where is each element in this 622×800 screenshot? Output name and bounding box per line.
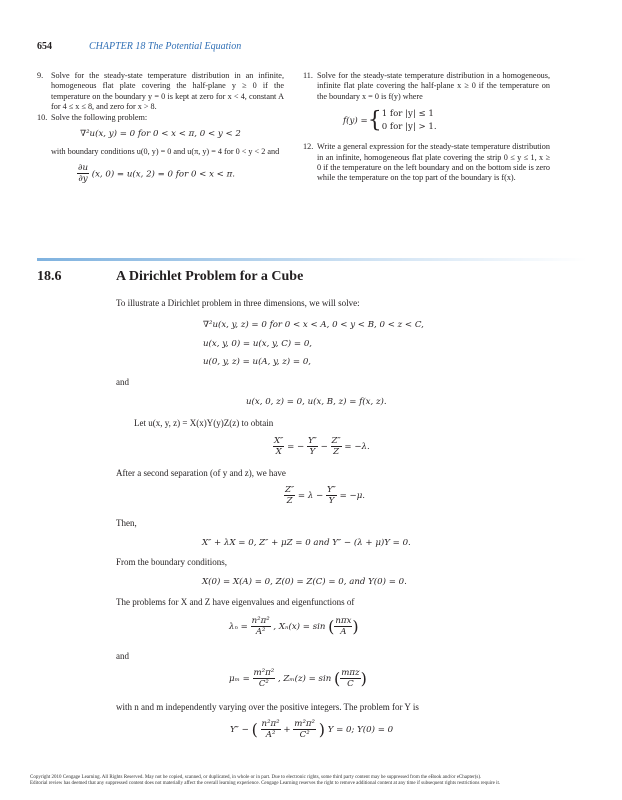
exercise-10-continued: [37, 147, 284, 157]
equation-separation-1: $\frac{X''}{X}$ = − $\frac{Y''}{Y}$ − $\frac{Z''}{Z}$ = −λ.: [274, 436, 370, 457]
exercise-text: Solve the following problem:: [51, 112, 148, 122]
equation-bc-y: u(x, 0, z) = 0, u(x, B, z) = f(x, z).: [246, 397, 387, 407]
equation-laplace: ∇²u(x, y, z) = 0 for 0 < x < A, 0 < y < B, 0 < z < C,: [203, 320, 424, 330]
copyright-line-1: Copyright 2010 Cengage Learning. All Rights Reserved. May not be copied, scanned, or duplicated, in whole or in part. Due to electronic rights, some third party content may be suppressed from the eBook and/or eChapter(s).: [30, 775, 482, 780]
exercise-number: 11.: [303, 71, 313, 80]
exercise-column-left: [37, 71, 284, 185]
exercise-column-right: [303, 71, 550, 184]
exercise-number: 9.: [37, 71, 44, 80]
equation-separation-2: $\frac{Z''}{Z}$ = λ − $\frac{Y''}{Y}$ = −μ.: [285, 485, 366, 506]
left-brace-icon: {: [367, 108, 382, 134]
equation-y-problem: Y″ − ( $\frac{\text{n²π²}}{\text{A²}}$ + $\frac{\text{m²π²}}{\text{C²}}$ ) Y = 0; Y(0) = 0: [230, 719, 394, 740]
section-number: 18.6: [37, 269, 62, 284]
section-divider: [37, 258, 587, 261]
separation-text-2: After a second separation (of y and z), we have: [116, 468, 286, 478]
eigen-text: The problems for X and Z have eigenvalues and eigenfunctions of: [116, 597, 355, 607]
separation-text: Let u(x, y, z) = X(x)Y(y)Z(z) to obtain: [134, 418, 274, 428]
exercise-12: [303, 142, 550, 184]
chapter-title: CHAPTER 18 The Potential Equation: [89, 41, 242, 52]
equation-eigen-x: λₙ = $\frac{\text{n²π²}}{\text{A²}}$ , Xₙ(x) = sin ( $\frac{\text{nπx}}{A}$ ): [229, 616, 359, 637]
copyright-footer: [30, 775, 595, 787]
equation-bc-z: u(x, y, 0) = u(x, y, C) = 0,: [203, 339, 313, 349]
exercise-number: 12.: [303, 142, 314, 152]
equation-eigen-z: μₘ = $\frac{\text{m²π²}}{\text{C²}}$ , Zₘ(z) = sin ( $\frac{\text{mπz}}{C}$ ): [229, 668, 367, 689]
connector-text: and: [116, 377, 129, 387]
exercise-text: Write a general expression for the steady-state temperature distribution in an infinite, homogeneous flat plate covering the strip 0 ≤ y ≤ 1, x ≥ 0 if the temperature on the left boundary and on the bottom side is zero while the temperature on the top part of the boundary is f(x).: [317, 142, 550, 183]
exercise-equation: $\frac{\partial u}{\partial y}$ (x, 0) = u(x, 2) = 0 for 0 < x < π.: [78, 162, 235, 185]
equation-odes: X″ + λX = 0, Z″ + μZ = 0 and Y″ − (λ + μ)Y = 0.: [202, 538, 411, 548]
copyright-line-2: Editorial review has deemed that any suppressed content does not materially affect the overall learning experience. Cengage Learning reserves the right to remove additional content at any time if subsequent rights restrictions require it.: [30, 781, 501, 786]
exercise-equation: ∇²u(x, y) = 0 for 0 < x < π, 0 < y < 2: [80, 129, 241, 140]
exercise-text: with boundary conditions u(0, y) = 0 and u(π, y) = 4 for 0 < y < 2 and: [51, 147, 280, 157]
exercise-9: [37, 71, 284, 113]
connector-text-2: and: [116, 651, 129, 661]
boundary-text: From the boundary conditions,: [116, 557, 227, 567]
equation-boundary: X(0) = X(A) = 0, Z(0) = Z(C) = 0, and Y(0) = 0.: [202, 577, 407, 587]
then-text: Then,: [116, 518, 137, 528]
partial-fraction: $\frac{\partial u}{\partial y}$: [78, 162, 88, 185]
exercise-number: 10.: [37, 112, 48, 122]
exercise-text: Solve for the steady-state temperature distribution in a homogeneous, infinite flat plate covering the half-plane x ≥ 0 if the temperature on the boundary x = 0 is f(y) where: [317, 71, 550, 101]
equation-bc-x: u(0, y, z) = u(A, y, z) = 0,: [203, 357, 312, 367]
piecewise-function: f(y) = { 1 for |y| ≤ 1 0 for |y| > 1.: [343, 108, 437, 134]
y-problem-text: with n and m independently varying over the positive integers. The problem for Y is: [116, 702, 419, 712]
section-title: A Dirichlet Problem for a Cube: [116, 269, 304, 284]
page-number: 654: [37, 41, 52, 52]
intro-text: To illustrate a Dirichlet problem in three dimensions, we will solve:: [116, 298, 360, 308]
exercise-text: Solve for the steady-state temperature distribution in an infinite, homogeneous flat plate covering the half-plane y ≥ 0 if the temperature on the boundary y = 0 is kept at zero for x < 4, constant A for 4 ≤ x ≤ 8, and zero for x > 8.: [51, 71, 284, 112]
exercise-11: [303, 71, 550, 102]
exercise-10: [37, 113, 284, 123]
